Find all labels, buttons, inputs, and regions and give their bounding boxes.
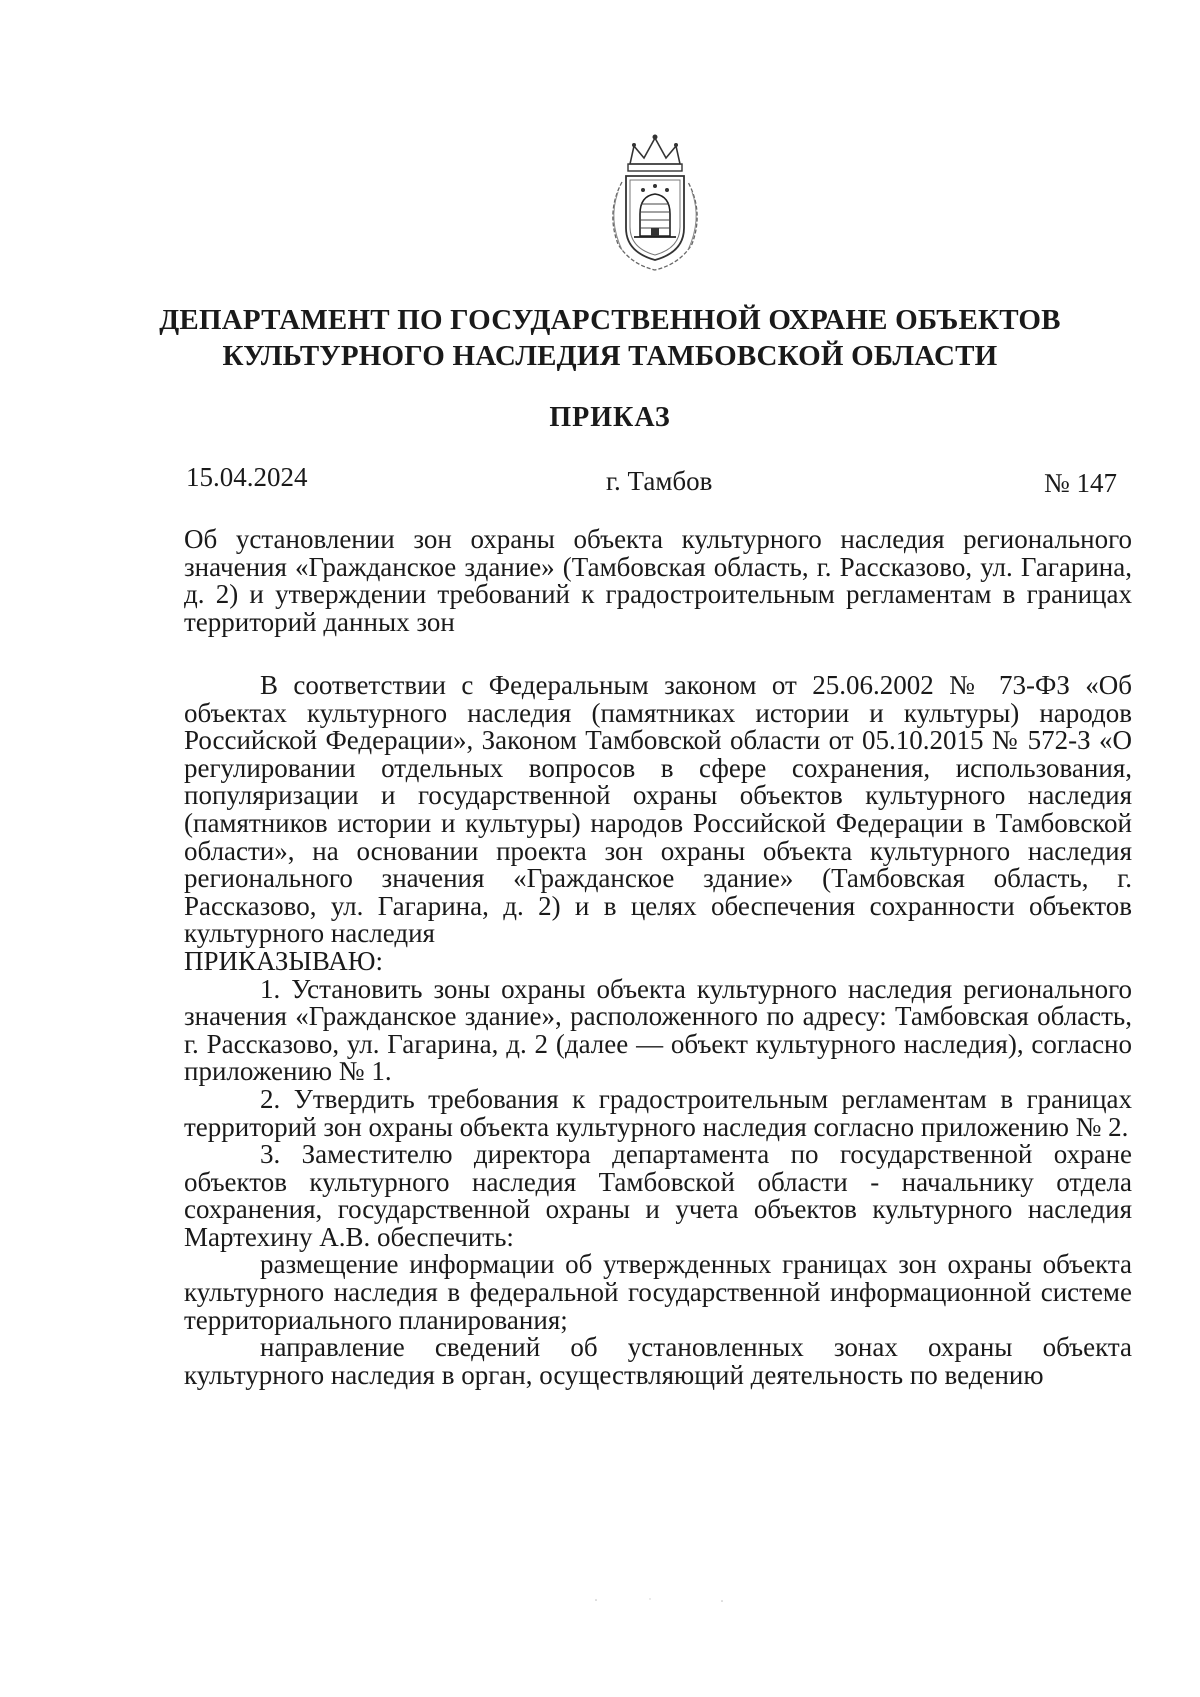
order-item-3a: размещение информации об утвержденных границах зон охраны объекта культурного наследия в федеральной государственной информационной системе территориального планирования; bbox=[184, 1249, 1132, 1335]
scan-speck-mark bbox=[590, 1596, 730, 1604]
decree-word: ПРИКАЗЫВАЮ: bbox=[184, 945, 383, 976]
order-number: № 147 bbox=[1044, 468, 1118, 498]
order-item-1: 1. Установить зоны охраны объекта культурного наследия регионального значения «Гражданское здание», расположенного по адресу: Тамбовская область, г. Рассказово, ул. Гагарина, д. 2 (далее — объект культурного наследия), согласно приложению № 1. bbox=[184, 973, 1132, 1087]
order-item-3: 3. Заместителю директора департамента по государственной охране объектов культурного наследия Тамбовской области - начальнику отдела сохранения, государственной охраны и учета объектов культурного наследия Мартехину А.В. обеспечить: bbox=[184, 1139, 1132, 1252]
order-city: г. Тамбов bbox=[606, 466, 713, 496]
order-body bbox=[184, 672, 1132, 1389]
tambov-coat-of-arms-icon bbox=[600, 132, 710, 274]
department-title: ДЕПАРТАМЕНТ ПО ГОСУДАРСТВЕННОЙ ОХРАНЕ ОБЪЕКТОВ КУЛЬТУРНОГО НАСЛЕДИЯ ТАМБОВСКОЙ ОБЛАСТИ bbox=[159, 304, 1061, 372]
order-title: ПРИКАЗ bbox=[549, 402, 671, 433]
order-item-3b: направление сведений об установленных зонах охраны объекта культурного наследия в орган, осуществляющий деятельность по ведению bbox=[184, 1332, 1132, 1390]
preamble-paragraph: В соответствии с Федеральным законом от 25.06.2002 № 73-ФЗ «Об объектах культурного наследия (памятниках истории и культуры) народов Российской Федерации», Законом Тамбовской области от 05.10.2015 № 572-З «О регулировании отдельных вопросов в сфере сохранения, использования, популяризации и государственной охраны объектов культурного наследия (памятников истории и культуры) народов Российской Федерации в Тамбовской области», на основании проекта зон охраны объекта культурного наследия регионального значения «Гражданское здание» (Тамбовская область, г. Рассказово, ул. Гагарина, д. 2) и в целях обеспечения сохранности объектов культурного наследия bbox=[184, 670, 1132, 949]
order-item-2: 2. Утвердить требования к градостроительным регламентам в границах территорий зон охраны объекта культурного наследия согласно приложению № 2. bbox=[184, 1083, 1132, 1142]
order-subject: Об установлении зон охраны объекта культурного наследия регионального значения «Гражданское здание» (Тамбовская область, г. Рассказово, ул. Гагарина, д. 2) и утверждении требований к градостроительным регламентам в границах территорий данных зон bbox=[184, 524, 1132, 637]
order-date: 15.04.2024 bbox=[186, 462, 308, 492]
